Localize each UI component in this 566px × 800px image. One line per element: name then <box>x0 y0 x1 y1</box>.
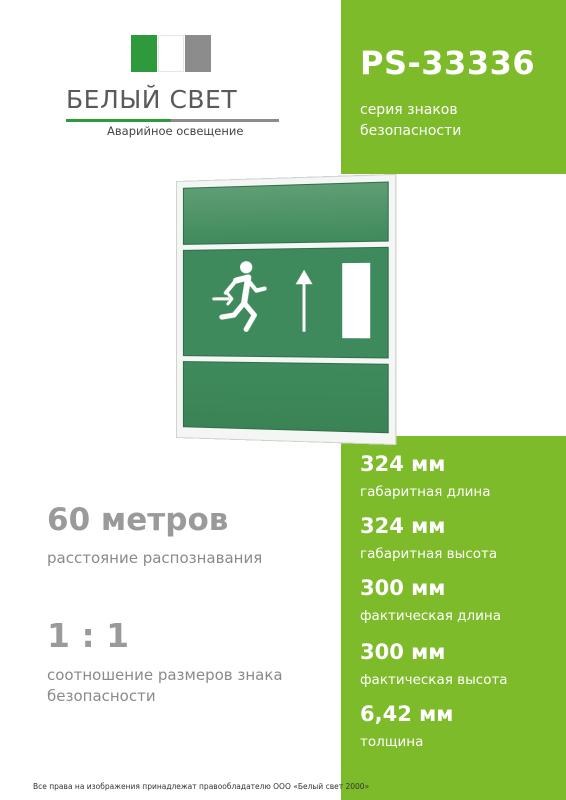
logo-name: БЕЛЫЙ СВЕТ <box>66 85 238 114</box>
distance-label: расстояние распознавания <box>47 549 263 567</box>
spec-actual-height-label: фактическая высота <box>360 672 508 688</box>
ratio-label: соотношение размеров знака безопасности <box>47 666 283 705</box>
door-icon <box>342 263 370 339</box>
logo-tagline: Аварийное освещение <box>107 124 244 138</box>
product-code: PS-33336 <box>360 44 536 82</box>
logo-color-blocks <box>131 35 211 72</box>
spec-thickness-label: толщина <box>360 734 424 750</box>
logo-white-block <box>158 35 184 72</box>
header-green-panel <box>341 0 566 174</box>
product-series: серия знаков безопасности <box>360 102 462 139</box>
spec-actual-length-value: 300 мм <box>360 576 446 600</box>
running-man-icon <box>214 261 265 329</box>
logo-underline-grey <box>171 119 279 122</box>
spec-thickness-value: 6,42 мм <box>360 702 454 726</box>
spec-overall-height-label: габаритная высота <box>360 546 498 562</box>
ratio-value: 1 : 1 <box>47 616 130 655</box>
spec-overall-length-label: габаритная длина <box>360 484 491 500</box>
sign-middle-panel <box>183 247 389 359</box>
spec-actual-height-value: 300 мм <box>360 640 446 664</box>
logo-underline-green <box>66 119 171 122</box>
up-arrow-icon <box>296 270 313 332</box>
spec-actual-length-label: фактическая длина <box>360 608 501 624</box>
spec-overall-height-value: 324 мм <box>360 514 446 538</box>
copyright-footer: Все права на изображения принадлежат правообладателю ООО «Белый свет 2000» <box>33 782 370 791</box>
distance-value: 60 метров <box>47 502 229 538</box>
logo-grey-block <box>185 35 211 72</box>
sign-top-panel <box>183 181 389 244</box>
spec-overall-length-value: 324 мм <box>360 452 446 476</box>
exit-sign-image <box>176 174 396 445</box>
sign-bottom-panel <box>183 361 389 433</box>
logo-green-block <box>131 35 157 72</box>
